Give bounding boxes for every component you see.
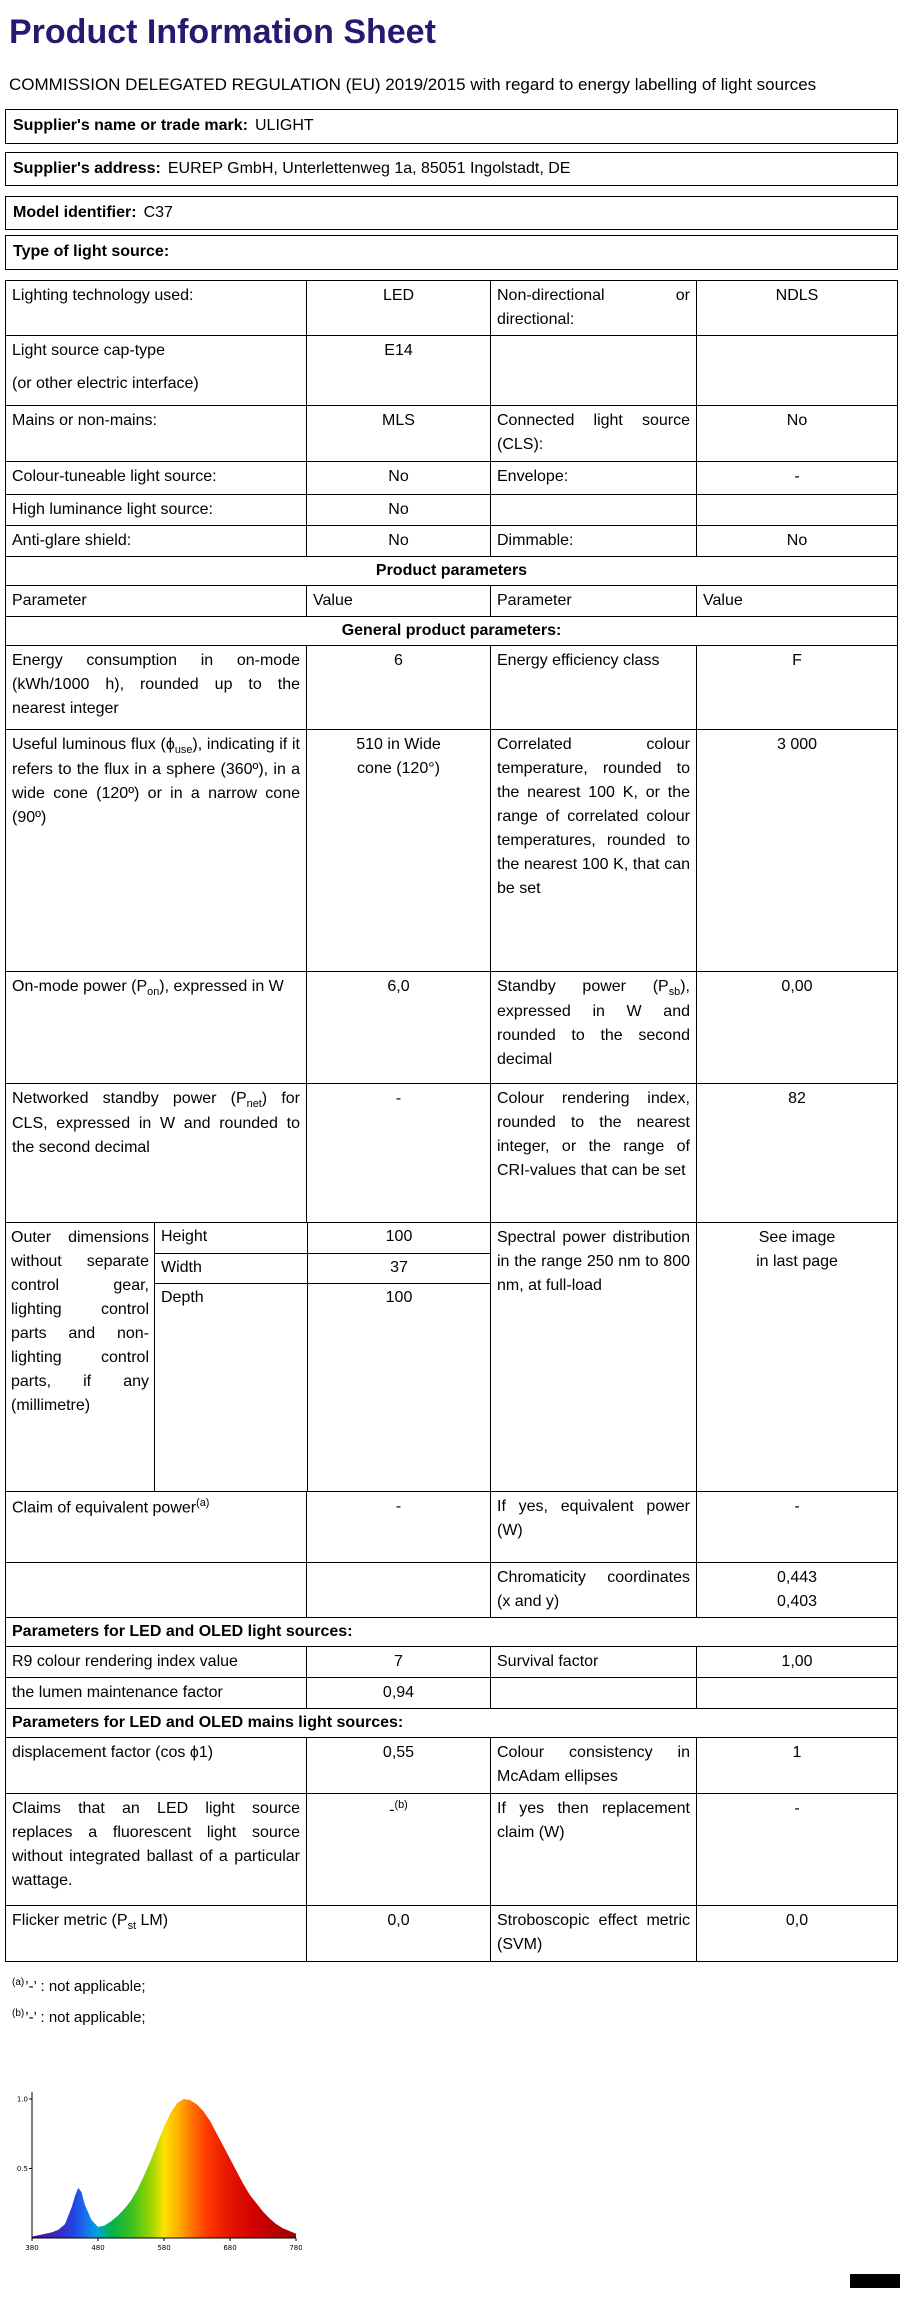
subscript-text: on [147, 986, 160, 998]
footnote-a-marker: (a) [12, 1976, 25, 1988]
param-value: No [306, 495, 490, 525]
footnote-marker: (b) [394, 1798, 408, 1811]
led-oled-section-title: Parameters for LED and OLED light sources: [12, 1622, 353, 1640]
empty-cell [490, 1678, 696, 1708]
param-label: Survival factor [490, 1647, 696, 1677]
param-label: Stroboscopic effect metric (SVM) [490, 1906, 696, 1961]
row-mains [6, 405, 897, 461]
supplier-address-box [5, 152, 898, 186]
type-of-light-source-box [5, 235, 898, 269]
param-label: Dimmable: [490, 526, 696, 556]
value-line: in last page [756, 1252, 838, 1270]
svg-text:580: 580 [157, 2244, 171, 2253]
param-value: 82 [696, 1084, 897, 1222]
param-value: 0,0 [306, 1906, 490, 1961]
subscript-text: use [174, 744, 193, 756]
param-label: the lumen maintenance factor [12, 1683, 223, 1701]
column-header-value: Value [696, 586, 897, 616]
footnote-b-marker: (b) [12, 2007, 25, 2019]
dimension-value: 100 [307, 1223, 490, 1253]
param-value: LED [306, 281, 490, 335]
svg-text:480: 480 [91, 2244, 105, 2253]
dimension-label: Height [161, 1227, 208, 1245]
dimension-label: Width [161, 1258, 202, 1276]
subscript-text: net [246, 1098, 262, 1110]
spd-curve [32, 2099, 296, 2238]
cap-type-line2: (or other electric interface) [12, 374, 199, 392]
param-value: 3 000 [696, 730, 897, 971]
supplier-address-label: Supplier's address: [13, 159, 161, 177]
value-text: - [389, 1801, 395, 1819]
supplier-name-label: Supplier's name or trade mark: [13, 117, 248, 135]
value-line: 0,443 [776, 1568, 818, 1586]
param-value: No [696, 406, 897, 461]
param-label: Anti-glare shield: [12, 531, 132, 549]
empty-cell [490, 336, 696, 405]
param-label: Lighting technology used: [12, 286, 194, 304]
footnote-a [12, 1976, 898, 1998]
param-label: If yes, equivalent power (W) [490, 1492, 696, 1562]
param-value [306, 1794, 490, 1905]
value-line: 510 in Wide [356, 735, 441, 753]
param-label: Non-directional or directional: [490, 281, 696, 335]
general-parameters-title: General product parameters: [341, 621, 562, 639]
empty-cell [6, 1563, 306, 1617]
led-oled-mains-section-title: Parameters for LED and OLED mains light sources: [12, 1713, 404, 1731]
label-text: Claim of equivalent power [12, 1499, 197, 1517]
param-label: Mains or non-mains: [12, 411, 157, 429]
param-label: R9 colour rendering index value [12, 1652, 238, 1670]
column-header-value: Value [306, 586, 490, 616]
param-label [6, 1906, 306, 1961]
param-value: - [696, 1794, 897, 1905]
footnote-a-text: ’-’ : not applicable; [25, 1977, 146, 1995]
svg-text:380: 380 [25, 2244, 39, 2253]
param-value: F [696, 646, 897, 729]
row-energy-consumption [6, 645, 897, 729]
dimension-row-depth [155, 1283, 490, 1491]
param-label: Colour rendering index, rounded to the nearest integer, or the range of CRI-values that can be set [490, 1084, 696, 1222]
param-value: 1 [696, 1738, 897, 1793]
dimension-value: 100 [307, 1284, 490, 1491]
param-label: High luminance light source: [12, 500, 213, 518]
spectral-power-distribution-chart [12, 2084, 304, 2265]
param-value: - [696, 1492, 897, 1562]
svg-text:780: 780 [289, 2244, 302, 2253]
spd-chart-svg [12, 2084, 302, 2260]
param-value: 1,00 [696, 1647, 897, 1677]
param-label: Envelope: [490, 462, 696, 494]
value-line: cone (120°) [357, 759, 440, 777]
param-label [6, 336, 306, 405]
row-displacement-factor [6, 1737, 897, 1793]
param-label: Energy efficiency class [490, 646, 696, 729]
param-value [696, 1563, 897, 1617]
param-value: 0,0 [696, 1906, 897, 1961]
param-label: Colour-tuneable light source: [12, 467, 217, 485]
column-header-parameter: Parameter [12, 591, 87, 609]
empty-cell [306, 1563, 490, 1617]
param-label [6, 1492, 306, 1562]
footnote-b-text: ’-’ : not applicable; [25, 2008, 146, 2026]
row-outer-dimensions [6, 1222, 897, 1491]
model-identifier-label: Model identifier: [13, 204, 137, 222]
model-identifier-value: C37 [143, 204, 173, 222]
label-text: Useful luminous flux (ϕ [12, 735, 175, 753]
regulation-subtitle: COMMISSION DELEGATED REGULATION (EU) 2019/2015 with regard to energy labelling of light sources [9, 74, 817, 94]
empty-cell [696, 336, 897, 405]
param-label: If yes then replacement claim (W) [490, 1794, 696, 1905]
empty-cell [696, 495, 897, 525]
dimension-row-height [155, 1223, 490, 1253]
param-value: No [696, 526, 897, 556]
param-value: E14 [306, 336, 490, 405]
label-text: Flicker metric (P [12, 1911, 128, 1929]
param-label: Correlated colour temperature, rounded to the nearest 100 K, or the range of correlated colour temperatures, rounded to the nearest 100 K, that can be set [490, 730, 696, 971]
row-on-mode-power [6, 971, 897, 1083]
subscript-text: sb [668, 986, 681, 998]
label-text: On-mode power (P [12, 977, 148, 995]
header-led-oled-mains [6, 1708, 897, 1737]
supplier-address-value: EUREP GmbH, Unterlettenweg 1a, 85051 Ingolstadt, DE [167, 159, 571, 177]
param-value: 6,0 [306, 972, 490, 1083]
row-high-luminance [6, 494, 897, 525]
param-value: 0,00 [696, 972, 897, 1083]
footnote-marker: (a) [196, 1496, 210, 1509]
dimensions-subtable [154, 1223, 490, 1491]
header-led-oled [6, 1617, 897, 1646]
parameters-table [5, 280, 898, 1962]
row-anti-glare [6, 525, 897, 556]
svg-text:1.0: 1.0 [16, 2095, 28, 2104]
value-line: 0,403 [776, 1592, 818, 1610]
column-header-parameter: Parameter [490, 586, 696, 616]
param-label [6, 730, 306, 971]
param-label: Spectral power distribution in the range 250 nm to 800 nm, at full-load [490, 1223, 696, 1491]
param-label: Claims that an LED light source replaces a fluorescent light source without integrated ballast of a particular wattage. [12, 1799, 300, 1889]
label-text: ), expressed in W and rounded to the second decimal [497, 977, 690, 1069]
param-value: 0,55 [306, 1738, 490, 1793]
svg-text:0.5: 0.5 [16, 2165, 28, 2174]
param-value: - [306, 1084, 490, 1222]
header-general-parameters [6, 616, 897, 645]
param-value: 6 [306, 646, 490, 729]
label-text: ), indicating if it refers to the flux in a sphere (360º), in a wide cone (120º) or in a narrow cone (90º) [12, 735, 300, 827]
param-value: 0,94 [306, 1678, 490, 1708]
row-flicker-metric [6, 1905, 897, 1961]
empty-cell [490, 495, 696, 525]
param-value [306, 730, 490, 971]
header-product-parameters [6, 556, 897, 585]
dimension-label: Depth [161, 1288, 204, 1306]
param-value: - [696, 462, 897, 494]
supplier-name-value: ULIGHT [255, 117, 314, 135]
param-label [490, 972, 696, 1083]
param-label: Connected light source (CLS): [490, 406, 696, 461]
param-value: No [306, 526, 490, 556]
row-useful-luminous-flux [6, 729, 897, 971]
param-value: No [306, 462, 490, 494]
type-of-light-source-label: Type of light source: [13, 243, 170, 261]
row-networked-standby [6, 1083, 897, 1222]
subscript-text: st [127, 1920, 137, 1932]
param-label [6, 972, 306, 1083]
empty-cell [696, 1678, 897, 1708]
row-claim-equivalent-power [6, 1491, 897, 1562]
label-text: Standby power (P [497, 977, 669, 995]
row-replacement-claims [6, 1793, 897, 1905]
label-text: LM) [136, 1911, 169, 1929]
param-value: NDLS [696, 281, 897, 335]
param-label: Colour consistency in McAdam ellipses [490, 1738, 696, 1793]
page-title: Product Information Sheet [9, 13, 436, 51]
param-value [696, 1223, 897, 1491]
param-label: Chromaticity coordinates (x and y) [490, 1563, 696, 1617]
param-value: MLS [306, 406, 490, 461]
param-value: 7 [306, 1647, 490, 1677]
dimensions-label: Outer dimensions without separate control gear, lighting control parts and non-lighting control parts, if any (millimetre) [11, 1228, 149, 1414]
next-page-fragment [850, 2274, 900, 2288]
param-label: displacement factor (cos ϕ1) [12, 1743, 214, 1761]
row-lighting-technology [6, 281, 897, 335]
row-chromaticity [6, 1562, 897, 1617]
svg-text:680: 680 [223, 2244, 237, 2253]
param-value: - [306, 1492, 490, 1562]
dimension-row-width [155, 1253, 490, 1283]
dimension-value: 37 [307, 1254, 490, 1283]
row-cap-type [6, 335, 897, 405]
row-r9-index [6, 1646, 897, 1677]
value-line: See image [758, 1228, 836, 1246]
product-parameters-title: Product parameters [375, 561, 528, 579]
label-text: Networked standby power (P [12, 1089, 247, 1107]
cap-type-line1: Light source cap-type [12, 341, 165, 359]
model-identifier-box [5, 196, 898, 230]
supplier-name-box [5, 109, 898, 143]
row-colour-tuneable [6, 461, 897, 494]
row-lumen-maintenance [6, 1677, 897, 1708]
param-label [6, 1084, 306, 1222]
param-label: Energy consumption in on-mode (kWh/1000 h), rounded up to the nearest integer [12, 651, 300, 717]
footnotes [5, 1976, 898, 2029]
footnote-b [12, 2007, 898, 2029]
label-text: ) for CLS, expressed in W and rounded to the second decimal [12, 1089, 300, 1157]
label-text: ), expressed in W [159, 977, 284, 995]
header-columns [6, 585, 897, 616]
